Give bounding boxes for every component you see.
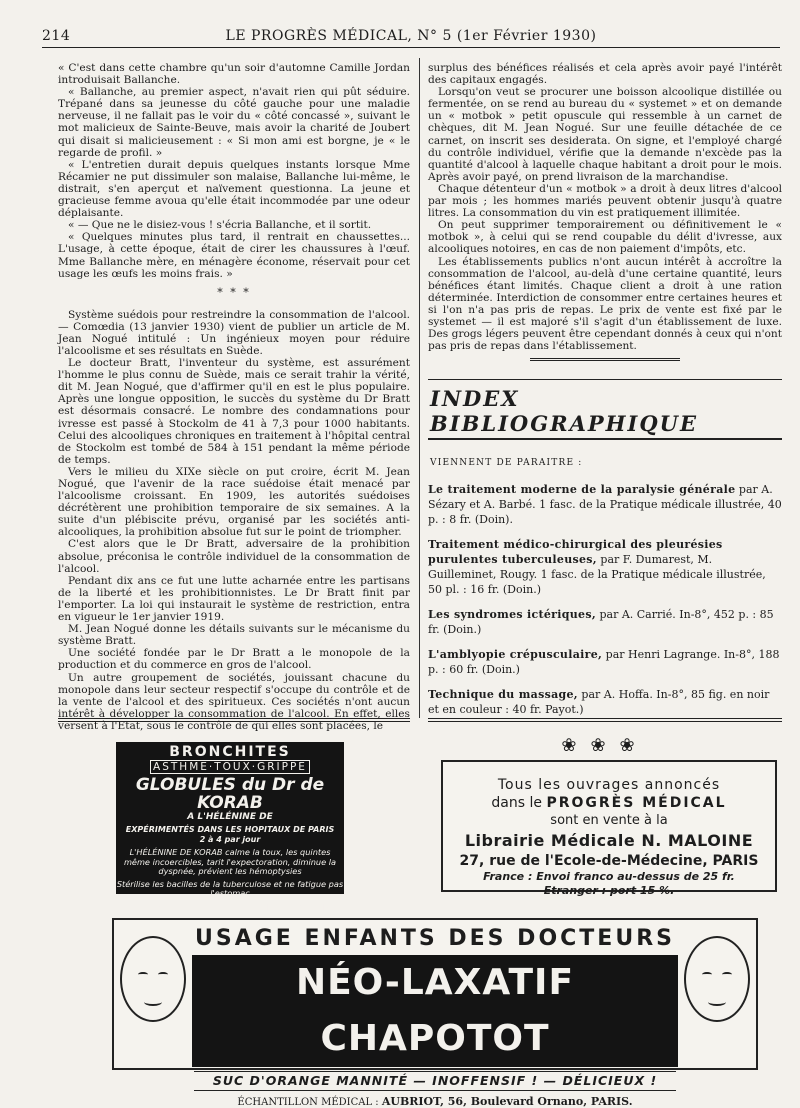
book-details: par A. Sézary et A. Barbé. 1 fasc. de la Pratique médicale illustrée, 40 p. : 8 fr. (Doin). (428, 483, 782, 527)
book-title: Traitement médico-chirurgical des pleurésies purulentes tuberculeuses, (428, 538, 723, 567)
paragraph: Vers le milieu du XIXe siècle on put croire, écrit M. Jean Nogué, que l'avenir de la race suédoise était menacé par l'alcoolisme croissant. En 1909, les autorités suédoises décrétèrent une prohibition temporaire de six semaines. A la suite d'un plébiscite prévu, organisé par les sociétés anti-alcooliques, la prohibition absolue fut sur le point de triompher. (58, 465, 410, 539)
paragraph: « Ballanche, au premier aspect, n'avait rien qui pût séduire. Trépané dans sa jeunesse du côté gauche pour une maladie nerveuse, il ne fallait pas le voir du « côté concassé », suivant le mot malicieux de Sainte-Beuve, mais avoir la charité de Joubert qui disait si malicieusement : « Si mon ami est borgne, je « le regarde de profil. » (58, 86, 410, 159)
right-column (428, 62, 782, 756)
page-header (42, 26, 780, 48)
korab-advertisement (116, 742, 344, 914)
ad-headline: USAGE ENFANTS DES DOCTEURS (195, 926, 675, 951)
index-entry (428, 687, 782, 717)
paragraph: « Quelques minutes plus tard, il rentrait en chaussettes... L'usage, à cette époque, était de cirer les chaussures à l'œuf. Mme Ballanche mère, en ménagère économe, réservait pour cet usage les œufs les moins frais. » (58, 231, 410, 280)
index-entry (428, 537, 782, 597)
ad-address: 27, rue de l'Ecole-de-Médecine, PARIS (459, 853, 759, 869)
paragraph: Chaque détenteur d'un « motbok » a droit à deux litres d'alcool par mois ; les hommes mariés peuvent obtenir jusqu'à quatre litres. La consommation du vin est pratiquement illimitée. (428, 182, 782, 220)
paragraph: « — Que ne le disiez-vous ! s'écria Ballanche, et il sortit. (68, 219, 372, 232)
bratt-article-continued (428, 62, 782, 352)
column-divider (419, 58, 420, 718)
ad-shipping-abroad: Etranger : port 15 %. (543, 884, 675, 897)
paragraph: « C'est dans cette chambre qu'un soir d'automne Camille Jordan introduisait Ballanche. (58, 62, 410, 87)
bottom-rule-left (58, 718, 410, 722)
paragraph: M. Jean Nogué donne les détails suivants sur le mécanisme du système Bratt. (58, 623, 410, 648)
book-title: Technique du massage, (428, 688, 578, 702)
paragraph: Un autre groupement de sociétés, jouissant chacune du monopole dans leur secteur respectif s'occupe du contrôle et de la vente de l'alcool et des spiritueux. Ces sociétés n'ont aucun intérêt à développer la consommation de l'alcool. En effet, elles versent à l'Etat, sous le contrôle de qui elles sont placées, le (58, 671, 410, 732)
ad-product-sub: A L'HÉLÉNINE DE (187, 812, 273, 822)
paragraph: Lorsqu'on veut se procurer une boisson alcoolique distillée ou fermentée, on se rend au bureau du « systemet » et on demande un « motbok » petit opuscule qui ressemble à un carnet de chèques, dit M. Jean Nogué. Sur une feuille détachée de ce carnet, on inscrit ses desiderata. On signe, et l'employé chargé du contrôle individuel, vérifie que la demande n'excède pas la quantité d'alcool à laquelle chaque habitant a droit pour le mois. Après avoir payé, on prend livraison de la marchandise. (428, 86, 782, 183)
book-details: par Henri Lagrange. In-8°, 188 p. : 60 fr. (Doin.) (428, 648, 780, 677)
ad-claim: EXPÉRIMENTÉS DANS LES HOPITAUX DE PARIS 2 à 4 par jour (125, 825, 335, 844)
ad-description: L'HÉLÉNINE DE KORAB calme la toux, les quintes même incoercibles, tarit l'expectoration, diminue la dyspnée, prévient les hémoptysies (123, 847, 337, 877)
anecdote-text (58, 62, 410, 280)
page-number: 214 (42, 28, 71, 44)
ad-tagline: SUC D'ORANGE MANNITÉ — INOFFENSIF ! — DÉLICIEUX ! (194, 1071, 676, 1091)
chapotot-advertisement (112, 918, 758, 1108)
index-entry (428, 647, 782, 677)
journal-title: LE PROGRÈS MÉDICAL, N° 5 (1er Février 1930) (225, 28, 597, 44)
book-details: par A. Hoffa. In-8°, 85 fig. en noir et en couleur : 40 fr. Payot.) (428, 688, 770, 717)
ad-product-name: NÉO-LAXATIF CHAPOTOT (192, 955, 678, 1067)
ad-line: dans le PROGRÈS MÉDICAL (491, 795, 727, 811)
section-separator: * * * (217, 285, 251, 299)
ad-shipping-france: France : Envoi franco au-dessus de 25 fr. (483, 870, 735, 883)
child-portrait-icon (120, 936, 186, 1022)
book-title: Le traitement moderne de la paralysie générale (428, 483, 736, 497)
child-portrait-icon (684, 936, 750, 1022)
ad-product-name: GLOBULES du Dr de KORAB (135, 775, 325, 813)
book-title: Les syndromes ictériques, (428, 608, 596, 622)
index-subtitle: VIENNENT DE PARAITRE : (430, 458, 583, 469)
paragraph: C'est alors que le Dr Bratt, adversaire de la prohibition absolue, préconisa le contrôle individuel de la consommation de l'alcool. (58, 538, 410, 575)
ad-subheadline: ASTHME·TOUX·GRIPPE (150, 760, 310, 774)
index-entry (428, 482, 782, 527)
bratt-article (58, 309, 410, 732)
paragraph: « L'entretien durait depuis quelques instants lorsque Mme Récamier ne put dissimuler son malaise, Ballanche lui-même, le distrait, s'en aperçut et naïvement questionna. La jeune et gracieuse femme avoua qu'elle était incommodée par une odeur déplaisante. (58, 158, 410, 220)
ad-line: sont en vente à la (550, 813, 668, 828)
paragraph: Les établissements publics n'ont aucun intérêt à accroître la consommation de l'alcool, au-delà d'une certaine quantité, leurs bénéfices étant limités. Chaque client a droit à une ration déterminée. Interdiction de consommer entre certaines heures et si l'on n'a pas pris de repas. Le prix de vente est fixé par le systemet — il est majoré s'il s'agit d'un établissement de luxe. Des grogs légers peuvent être cependant donnés à ceux qui n'ont pas pris de repas dans l'établissement. (428, 255, 782, 353)
ad-line: Tous les ouvrages annoncés (497, 777, 721, 793)
book-details: par F. Dumarest, M. Guilleminet, Rougy. 1 fasc. de la Pratique médicale illustrée, 50 pl. : 16 fr. (Doin.) (428, 553, 766, 597)
ad-address: CHAPÈS 12 RUE DE L'ISLY PARIS (125, 902, 335, 914)
paragraph: surplus des bénéfices réalisés et cela après avoir payé l'intérêt des capitaux engagés. (428, 62, 782, 87)
book-title: L'amblyopie crépusculaire, (428, 648, 603, 662)
index-entry (428, 607, 782, 637)
ad-description-2: Stérilise les bacilles de la tuberculose et ne fatigue pas l'estomac (116, 878, 344, 899)
paragraph: Pendant dix ans ce fut une lutte acharnée entre les partisans de la liberté et les prohibitionnistes. Le Dr Bratt finit par l'emporter. La loi qui instaurait le système de restriction, entra en vigueur le 1er janvier 1919. (58, 574, 410, 624)
index-title: INDEX BIBLIOGRAPHIQUE (428, 379, 782, 440)
paragraph: On peut supprimer temporairement ou définitivement le « motbok », à celui qui se rend coupable du délit d'ivresse, aux alcooliques notoires, en cas de non paiement d'impôts, etc. (428, 219, 782, 256)
ad-bookshop-name: Librairie Médicale N. MALOINE (464, 831, 754, 850)
book-details: par A. Carrié. In-8°, 452 p. : 85 fr. (Doin.) (428, 608, 774, 637)
maloine-advertisement (441, 760, 777, 897)
ad-sample-address: ÉCHANTILLON MÉDICAL : AUBRIOT, 56, Boulevard Ornano, PARIS. (237, 1095, 633, 1108)
left-column (58, 62, 410, 732)
rosette-ornament: ❀❀❀ (561, 735, 649, 757)
ad-headline: BRONCHITES (169, 744, 291, 760)
article-lead: Système suédois pour restreindre la consommation de l'alcool. — Comœdia (13 janvier 1930) vient de publier un article de M. Jean Nogué intitulé : Un ingénieux moyen pour réduire l'alcoolisme et ses résultats en Suède. (58, 308, 410, 357)
paragraph: Le docteur Bratt, l'inventeur du système, est assurément l'homme le plus connu de Suède, mais ce serait trahir la vérité, dit M. Jean Nogué, que d'affirmer qu'il en est le plus populaire. Après une longue opposition, le succès du système du Dr Bratt est désormais consacré. Le nombre des condamnations pour ivresse est passé à Stockolm de 41 à 7,3 pour 1000 habitants. Celui des alcooliques chroniques en traitement à l'hôpital central de Stockolm est tombé de 584 à 151 pendant la même période de temps. (58, 357, 410, 466)
paragraph: Une société fondée par le Dr Bratt a le monopole de la production et du commerce en gros de l'alcool. (58, 647, 410, 672)
article-end-rule (530, 358, 680, 361)
bottom-rule-right (428, 718, 782, 722)
